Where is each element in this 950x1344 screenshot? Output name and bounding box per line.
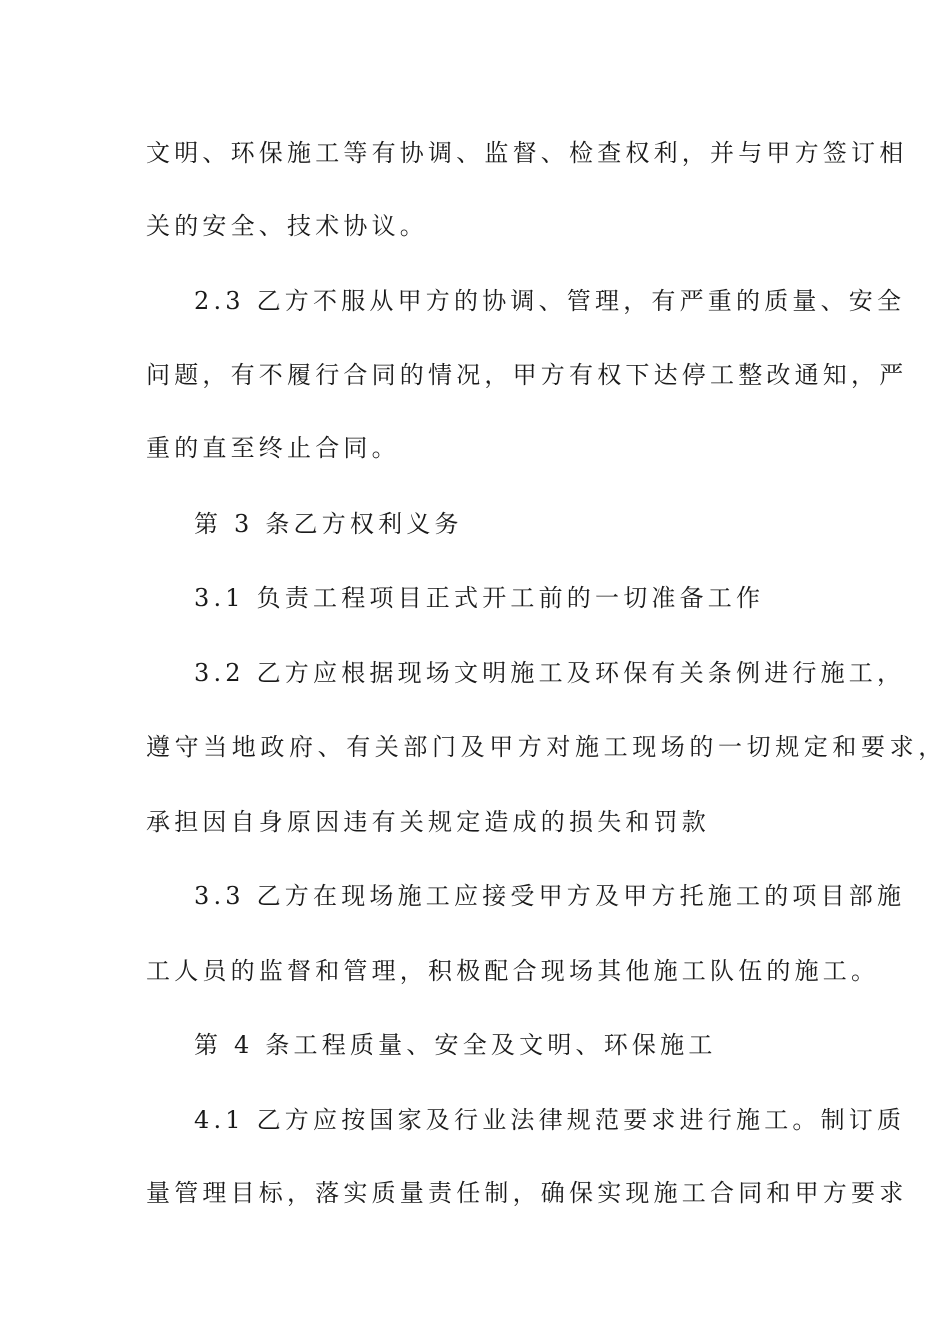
body-text-line: 关的安全、技术协议。	[146, 212, 428, 240]
body-text-line: 承担因自身原因违有关规定造成的损失和罚款	[146, 808, 710, 836]
clause-4-1-text: 4.1 乙方应按国家及行业法律规范要求进行施工。制订质	[194, 1106, 906, 1134]
body-text-line: 文明、环保施工等有协调、监督、检查权利，并与甲方签订相	[146, 139, 908, 167]
article-4-heading: 第 4 条工程质量、安全及文明、环保施工	[194, 1031, 717, 1059]
body-text-line: 量管理目标，落实质量责任制，确保实现施工合同和甲方要求	[146, 1179, 908, 1207]
body-text-line: 遵守当地政府、有关部门及甲方对施工现场的一切规定和要求，	[146, 733, 947, 761]
clause-2-3-text: 2.3 乙方不服从甲方的协调、管理，有严重的质量、安全	[194, 287, 906, 315]
body-text-line: 问题，有不履行合同的情况，甲方有权下达停工整改通知，严	[146, 361, 908, 389]
clause-3-1-text: 3.1 负责工程项目正式开工前的一切准备工作	[194, 584, 765, 612]
article-3-heading: 第 3 条乙方权利义务	[194, 510, 463, 538]
clause-3-3-text: 3.3 乙方在现场施工应接受甲方及甲方托施工的项目部施	[194, 882, 906, 910]
body-text-line: 工人员的监督和管理，积极配合现场其他施工队伍的施工。	[146, 957, 880, 985]
body-text-line: 重的直至终止合同。	[146, 434, 400, 462]
clause-3-2-text: 3.2 乙方应根据现场文明施工及环保有关条例进行施工，	[194, 659, 906, 687]
